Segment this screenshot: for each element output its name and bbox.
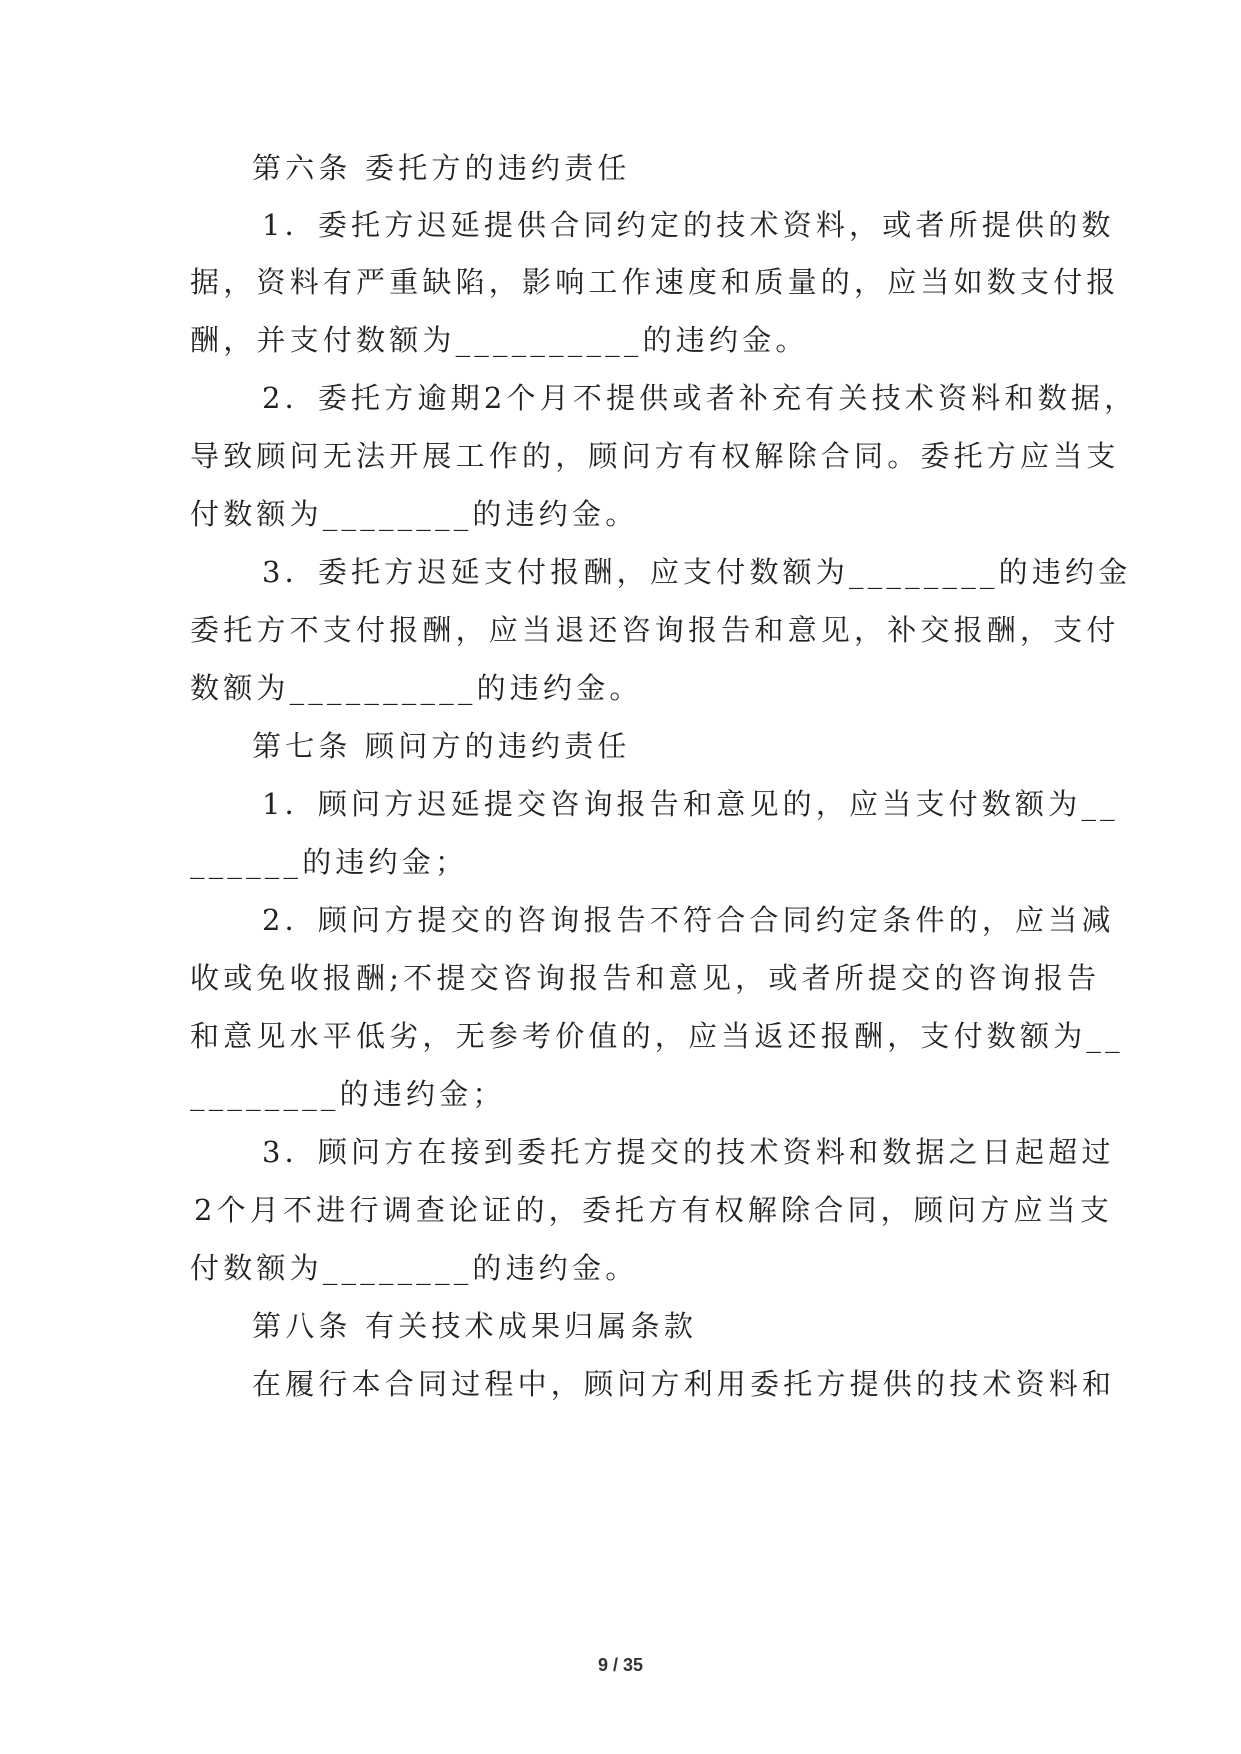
paragraph-line: 数额为__________的违约金。 (190, 671, 643, 705)
paragraph-line: 和意见水平低劣，无参考价值的，应当返还报酬，支付数额为__ (190, 1019, 1124, 1053)
article-6-heading: 第六条 委托方的违约责任 (252, 151, 631, 185)
paragraph-line: 据，资料有严重缺陷，影响工作速度和质量的，应当如数支付报 (190, 265, 1120, 299)
paragraph-line: ________的违约金； (190, 1077, 506, 1111)
paragraph-line: 2．顾问方提交的咨询报告不符合合同约定条件的，应当减 (262, 903, 1115, 937)
article-7-heading: 第七条 顾问方的违约责任 (252, 729, 631, 763)
paragraph-line: 在履行本合同过程中，顾问方利用委托方提供的技术资料和 (252, 1367, 1116, 1401)
paragraph-line: 导致顾问无法开展工作的，顾问方有权解除合同。委托方应当支 (190, 439, 1120, 473)
article-8-heading: 第八条 有关技术成果归属条款 (252, 1309, 698, 1343)
paragraph-line: 酬，并支付数额为__________的违约金。 (190, 323, 809, 357)
paragraph-line: 2个月不进行调查论证的，委托方有权解除合同，顾问方应当支 (194, 1193, 1114, 1227)
paragraph-line: 2．委托方逾期2个月不提供或者补充有关技术资料和数据， (262, 381, 1138, 415)
paragraph-line: 3．委托方迟延支付报酬，应支付数额为________的违约金 (262, 555, 1132, 589)
paragraph-line: 1．委托方迟延提供合同约定的技术资料，或者所提供的数 (262, 208, 1115, 242)
paragraph-line: 1．顾问方迟延提交咨询报告和意见的，应当支付数额为__ (262, 787, 1119, 821)
paragraph-line: 付数额为________的违约金。 (190, 497, 639, 531)
paragraph-line: 付数额为________的违约金。 (190, 1251, 639, 1285)
paragraph-line: 委托方不支付报酬，应当退还咨询报告和意见，补交报酬，支付 (190, 613, 1120, 647)
paragraph-line: 收或免收报酬;不提交咨询报告和意见，或者所提交的咨询报告 (190, 961, 1101, 995)
paragraph-line: 3．顾问方在接到委托方提交的技术资料和数据之日起超过 (262, 1135, 1115, 1169)
page-number: 9 / 35 (597, 1655, 644, 1675)
paragraph-line: ______的违约金； (190, 845, 469, 879)
